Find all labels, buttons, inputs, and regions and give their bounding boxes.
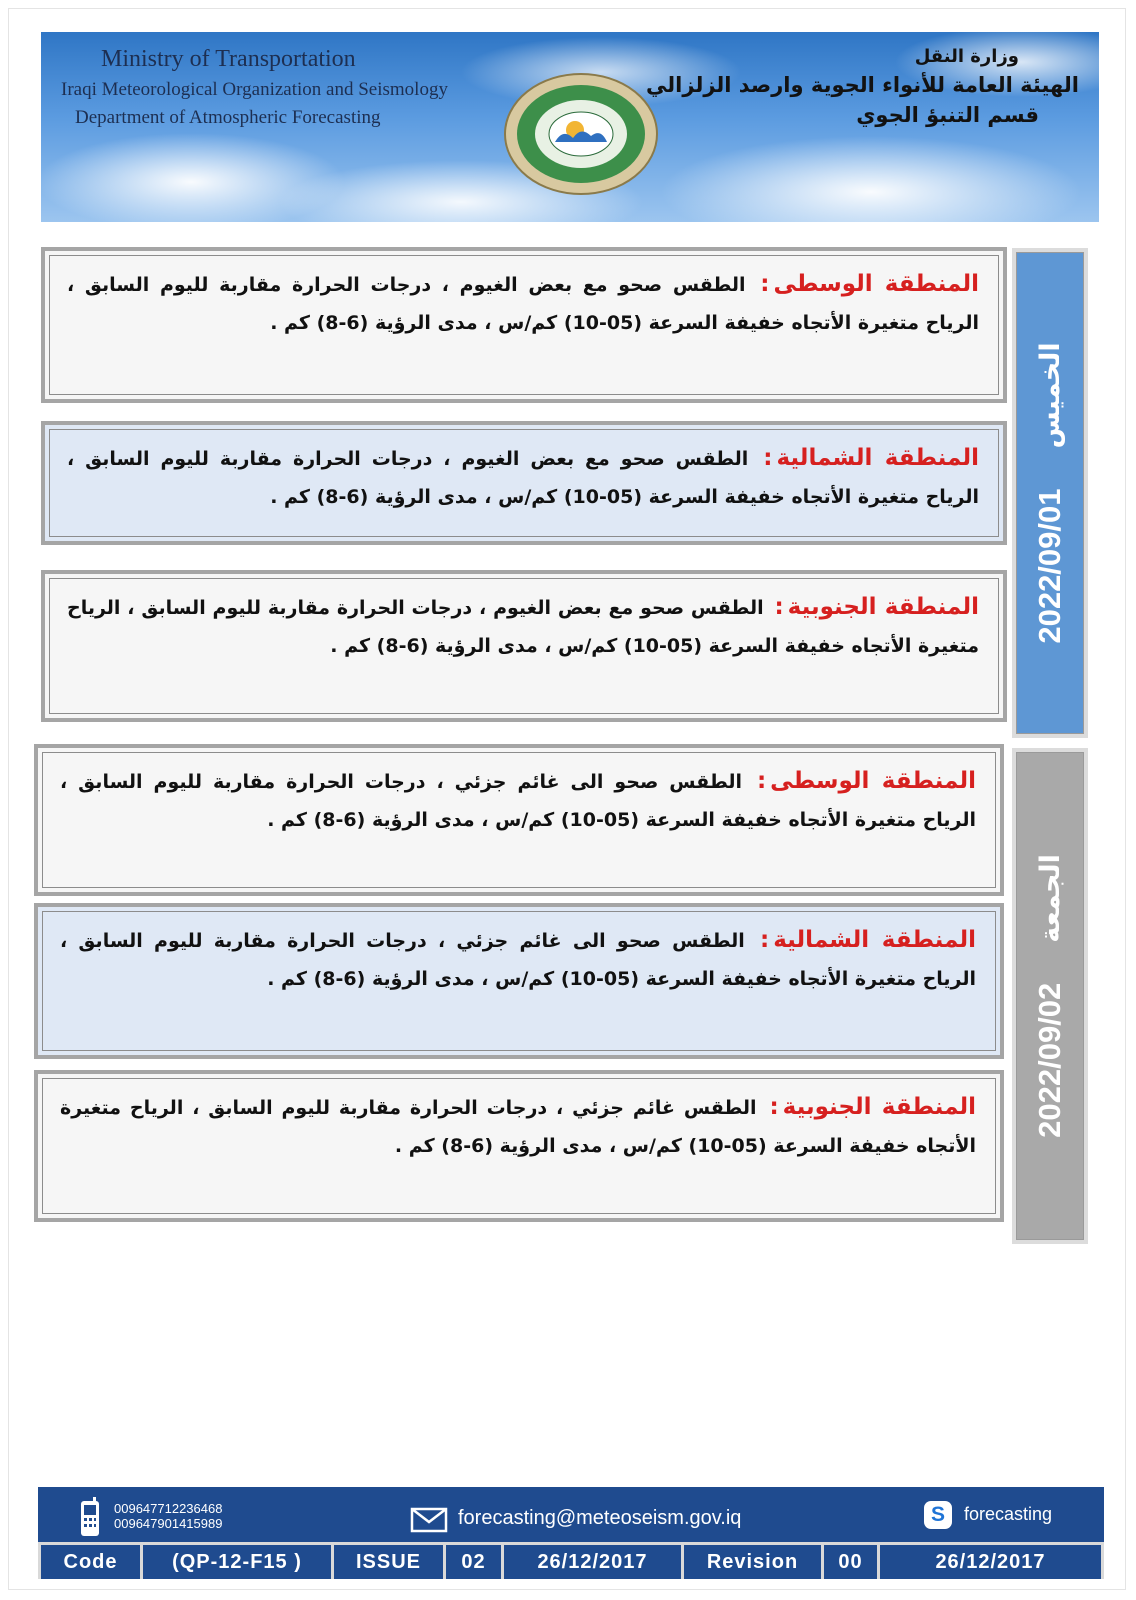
region-name: المنطقة الشمالية xyxy=(776,445,979,471)
phone-icon xyxy=(80,1497,100,1537)
organization-title-en: Iraqi Meteorological Organization and Seismology xyxy=(61,79,448,100)
date-bar-day2 xyxy=(1012,748,1088,1244)
region-separator: : xyxy=(756,768,767,794)
forecast-text: الطقس صحو الى غائم جزئي ، درجات الحرارة مقاربة لليوم السابق ، الرياح متغيرة الأتجاه خفيفة السرعة (05-10) كم/س ، مدى الرؤية (6-8) كم . xyxy=(60,930,976,990)
code-value: (QP-12-F15 ) xyxy=(143,1545,334,1579)
day-name: الجمعة xyxy=(1034,854,1066,943)
forecast-box-day1-central xyxy=(41,247,1007,403)
region-name: المنطقة الجنوبية xyxy=(782,1094,977,1120)
department-title-en: Department of Atmospheric Forecasting xyxy=(75,107,381,128)
header-banner xyxy=(41,32,1099,222)
forecast-box-day2-central xyxy=(34,744,1004,896)
revision-date: 26/12/2017 xyxy=(880,1545,1104,1579)
email-link[interactable]: forecasting@meteoseism.gov.iq xyxy=(458,1507,742,1529)
phone-numbers xyxy=(114,1501,222,1531)
forecast-box-day1-north xyxy=(41,421,1007,545)
region-separator: : xyxy=(760,927,770,953)
date-text: 2022/09/01 xyxy=(1032,488,1067,644)
region-separator: : xyxy=(763,445,773,471)
department-title-ar: قسم التنبؤ الجوي xyxy=(856,103,1039,127)
region-separator: : xyxy=(774,594,784,620)
date-bar-day1 xyxy=(1012,248,1088,738)
region-name: المنطقة الشمالية xyxy=(773,927,976,953)
forecast-box-day2-north xyxy=(34,903,1004,1059)
ministry-title-ar: وزارة النقل xyxy=(914,46,1019,67)
issue-date: 26/12/2017 xyxy=(504,1545,684,1579)
region-name: المنطقة الوسطى xyxy=(773,271,979,297)
header-english xyxy=(61,46,448,129)
date-label-day1 xyxy=(1032,342,1068,643)
header-arabic xyxy=(646,46,1079,127)
organization-logo xyxy=(503,72,659,196)
date-label-day2 xyxy=(1032,854,1068,1138)
ministry-title-en: Ministry of Transportation xyxy=(101,46,356,72)
code-label: Code xyxy=(38,1545,143,1579)
forecast-box-day1-south xyxy=(41,570,1007,722)
mail-icon xyxy=(410,1507,448,1533)
revision-label: Revision xyxy=(684,1545,824,1579)
skype-handle[interactable]: forecasting xyxy=(964,1504,1053,1524)
forecast-text: الطقس صحو الى غائم جزئي ، درجات الحرارة مقاربة لليوم السابق ، الرياح متغيرة الأتجاه خفيفة السرعة (05-10) كم/س ، مدى الرؤية (6-8) كم . xyxy=(60,771,976,831)
document-code-row xyxy=(38,1542,1104,1579)
revision-number: 00 xyxy=(824,1545,880,1579)
region-name: المنطقة الجنوبية xyxy=(787,594,979,620)
date-text: 2022/09/02 xyxy=(1032,982,1067,1138)
issue-number: 02 xyxy=(446,1545,504,1579)
region-name: المنطقة الوسطى xyxy=(770,768,976,794)
forecast-text: الطقس غائم جزئي ، درجات الحرارة مقاربة لليوم السابق ، الرياح متغيرة الأتجاه خفيفة السرعة (05-10) كم/س ، مدى الرؤية (6-8) كم . xyxy=(60,1097,976,1157)
forecast-text: الطقس صحو مع بعض الغيوم ، درجات الحرارة مقاربة لليوم السابق ، الرياح متغيرة الأتجاه خفيفة السرعة (05-10) كم/س ، مدى الرؤية (6-8) كم . xyxy=(67,274,979,334)
organization-title-ar: الهيئة العامة للأنواء الجوية وارصد الزلزالي xyxy=(646,73,1079,97)
forecast-text: الطقس صحو مع بعض الغيوم ، درجات الحرارة مقاربة لليوم السابق ، الرياح متغيرة الأتجاه خفيفة السرعة (05-10) كم/س ، مدى الرؤية (6-8) كم . xyxy=(67,448,979,508)
region-separator: : xyxy=(769,1094,779,1120)
day-name: الخميس xyxy=(1034,342,1066,449)
issue-label: ISSUE xyxy=(334,1545,446,1579)
phone-number-1: 009647712236468 xyxy=(114,1501,223,1516)
phone-number-2: 009647901415989 xyxy=(114,1516,223,1531)
skype-icon: S xyxy=(924,1501,952,1529)
forecast-box-day2-south xyxy=(34,1070,1004,1222)
forecast-text: الطقس صحو مع بعض الغيوم ، درجات الحرارة مقاربة لليوم السابق ، الرياح متغيرة الأتجاه خفيفة السرعة (05-10) كم/س ، مدى الرؤية (6-8) كم . xyxy=(67,597,979,657)
region-separator: : xyxy=(760,271,770,297)
footer xyxy=(38,1487,1104,1579)
